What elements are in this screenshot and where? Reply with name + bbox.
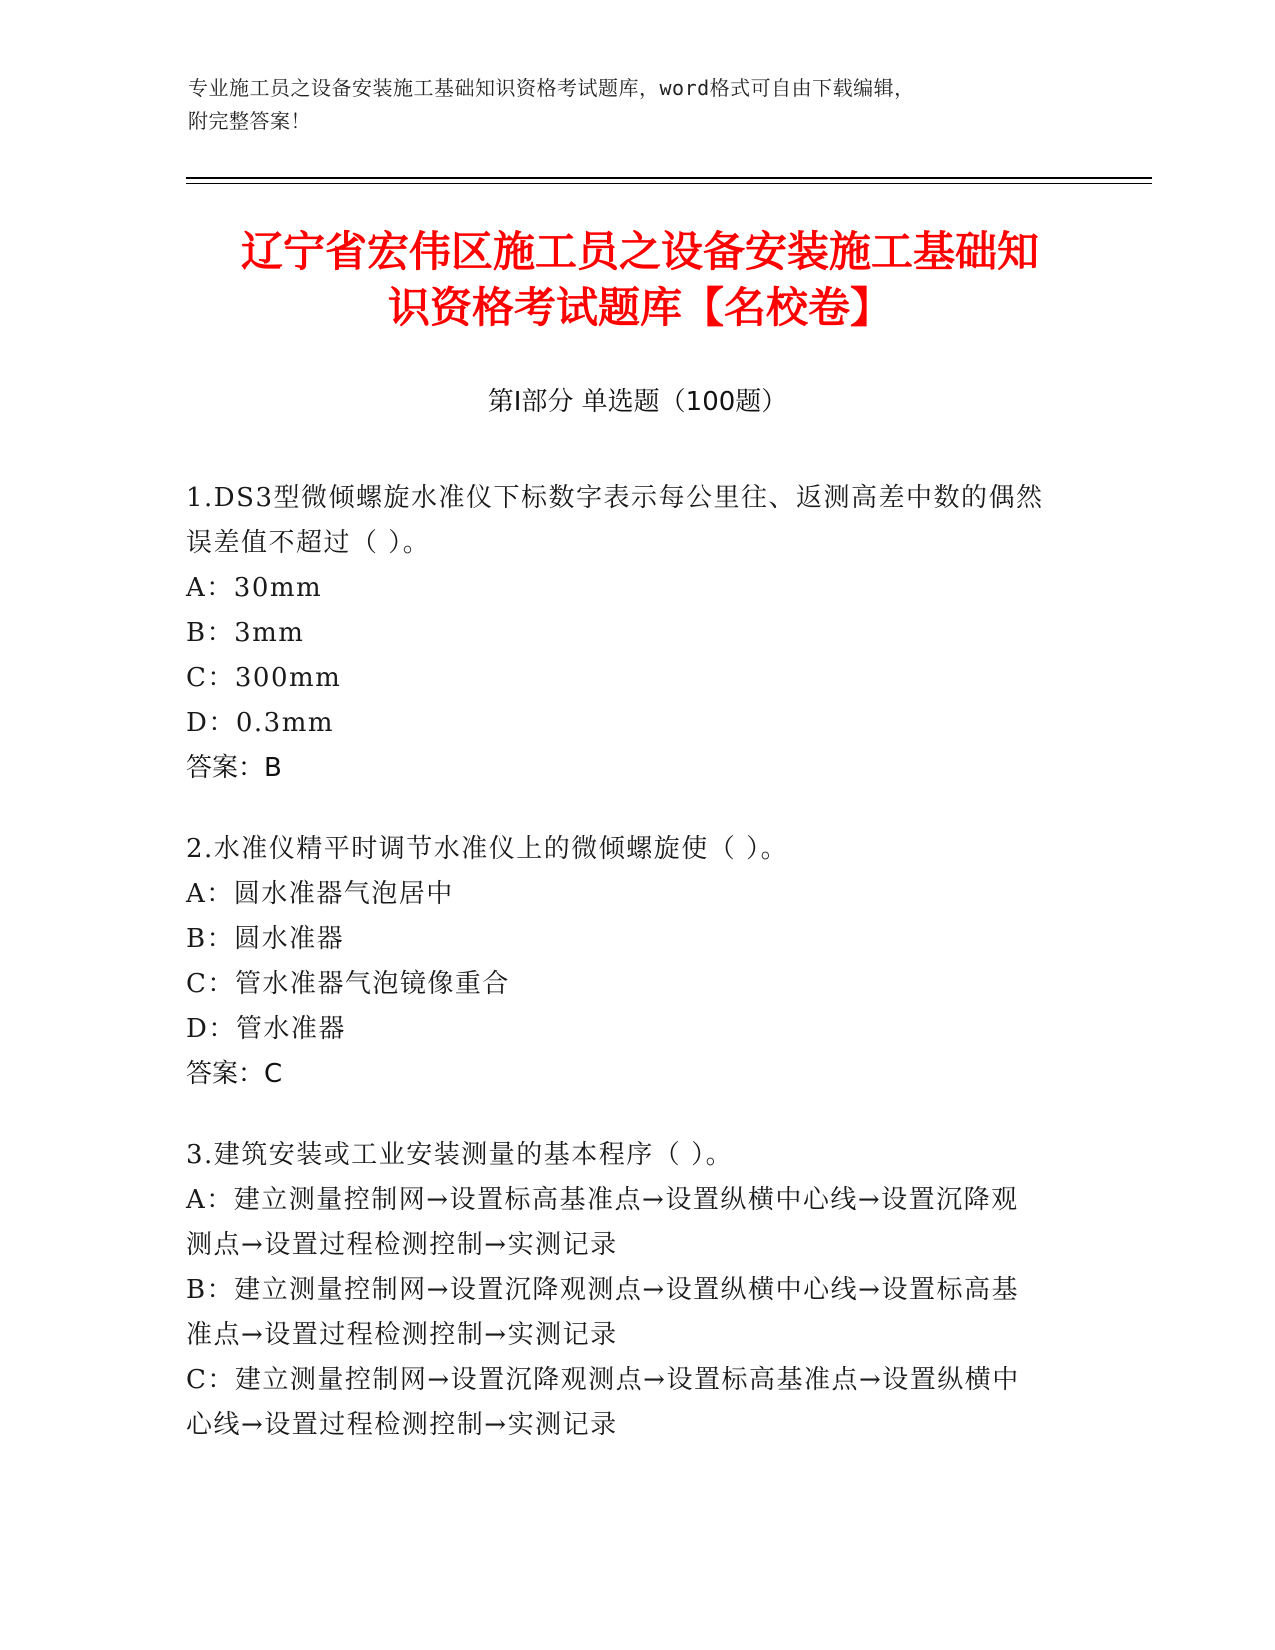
header-divider-thin — [186, 183, 1152, 184]
option-a-line1: A：建立测量控制网→设置标高基准点→设置纵横中心线→设置沉降观 — [186, 1185, 1019, 1215]
header-note-line1: 专业施工员之设备安装施工基础知识资格考试题库，word格式可自由下载编辑， — [188, 76, 915, 100]
option-b-line1: B：建立测量控制网→设置沉降观测点→设置纵横中心线→设置标高基 — [186, 1275, 1019, 1305]
option-b: B：3mm — [186, 618, 305, 648]
question-stem-line: 1.DS3型微倾螺旋水准仪下标数字表示每公里往、返测高差中数的偶然 — [186, 483, 1044, 513]
section-heading: 第Ⅰ部分 单选题（100题） — [487, 387, 788, 417]
question-stem-line: 3.建筑安装或工业安装测量的基本程序（ ）。 — [186, 1140, 734, 1170]
header-note-line2: 附完整答案！ — [188, 109, 311, 133]
question-stem-line: 2.水准仪精平时调节水准仪上的微倾螺旋使（ ）。 — [186, 834, 789, 864]
header-note — [188, 72, 1068, 138]
question-list — [186, 476, 1086, 1484]
option-d: D：0.3mm — [186, 708, 335, 738]
question-2 — [186, 827, 1086, 1097]
option-c-line2: 心线→设置过程检测控制→实测记录 — [186, 1410, 618, 1440]
question-stem-line: 误差值不超过（ ）。 — [186, 528, 431, 558]
document-title-line1: 辽宁省宏伟区施工员之设备安装施工基础知 — [240, 227, 1039, 276]
option-a-line2: 测点→设置过程检测控制→实测记录 — [186, 1230, 618, 1260]
answer: 答案：B — [186, 753, 282, 783]
option-c-line1: C：建立测量控制网→设置沉降观测点→设置标高基准点→设置纵横中 — [186, 1365, 1020, 1395]
document-title — [140, 224, 1140, 336]
document-title-line2: 识资格考试题库【名校卷】 — [387, 283, 892, 332]
option-b: B：圆水准器 — [186, 924, 345, 954]
option-a: A：圆水准器气泡居中 — [186, 879, 454, 909]
answer: 答案：C — [186, 1059, 283, 1089]
option-c: C：管水准器气泡镜像重合 — [186, 969, 510, 999]
option-c: C：300mm — [186, 663, 342, 693]
option-b-line2: 准点→设置过程检测控制→实测记录 — [186, 1320, 618, 1350]
option-d: D：管水准器 — [186, 1014, 346, 1044]
option-a: A：30mm — [186, 573, 323, 603]
question-3 — [186, 1133, 1086, 1448]
header-divider-thick — [186, 177, 1152, 179]
question-1 — [186, 476, 1086, 791]
